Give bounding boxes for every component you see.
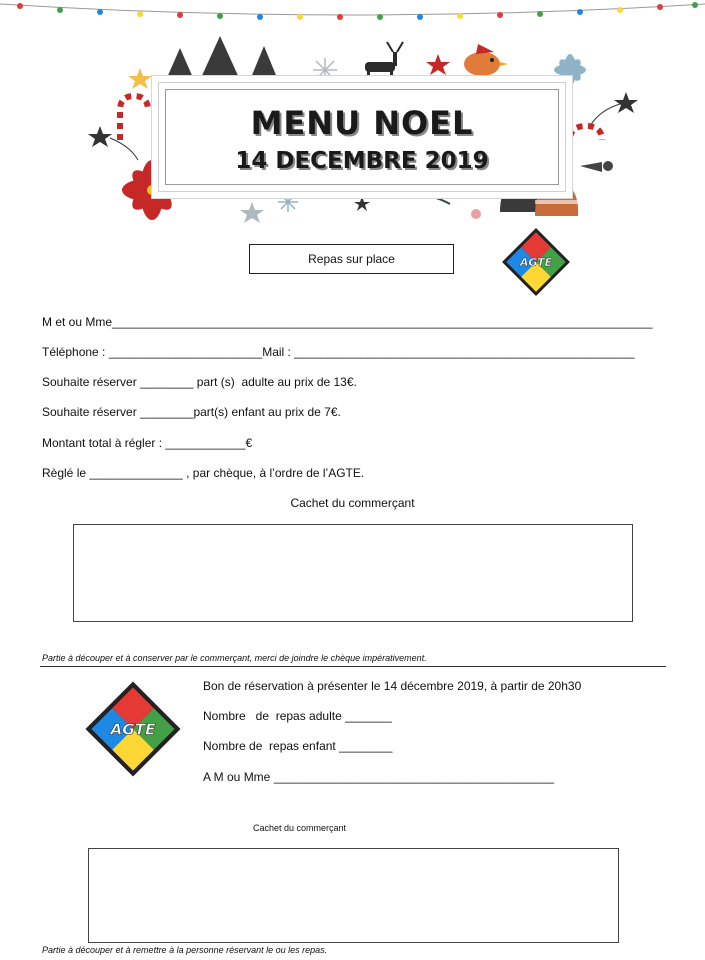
star-icon (354, 196, 370, 211)
garland-lights-icon (17, 2, 698, 20)
repas-sur-place-box: Repas sur place (249, 244, 454, 274)
voucher-child-field[interactable]: Nombre de repas enfant ________ (203, 739, 393, 753)
bird-icon (464, 44, 508, 76)
logo-text: AGTE (519, 256, 553, 269)
name-field[interactable]: M et ou Mme_________________________________________________________________________________ (42, 315, 653, 329)
candy-cane-icon (120, 96, 148, 140)
voucher-name-field[interactable]: A M ou Mme __________________________________________ (203, 770, 554, 784)
snowflake-icon (278, 192, 298, 212)
fir-tree-icon (166, 36, 278, 86)
snowflake-icon (313, 58, 337, 82)
cachet-label-2: Cachet du commerçant (253, 823, 347, 833)
menu-date: 14 DECEMBRE 2019 (235, 148, 489, 174)
voucher-title: Bon de réservation à présenter le 14 décembre 2019, à partir de 20h30 (203, 679, 582, 693)
phone-mail-field[interactable]: Téléphone : _______________________Mail : ___________________________________________________ (42, 345, 635, 359)
voucher-adult-field[interactable]: Nombre de repas adulte _______ (203, 709, 392, 723)
cut-note: Partie à découper et à conserver par le commerçant, merci de joindre le chèque impérativement. (42, 653, 427, 663)
adult-portions-field[interactable]: Souhaite réserver ________ part (s) adulte au prix de 13€. (42, 375, 357, 389)
payment-date-field[interactable]: Règlé le ______________ , par chèque, à l’ordre de l’AGTE. (42, 466, 365, 480)
shooting-star-icon (88, 126, 138, 160)
ornament-icon (471, 209, 481, 219)
star-icon (128, 68, 152, 89)
reindeer-icon (365, 42, 403, 84)
logo-text: AGTE (110, 720, 156, 739)
star-icon (426, 54, 450, 75)
child-portions-field[interactable]: Souhaite réserver ________part(s) enfant au prix de 7€. (42, 405, 341, 419)
agte-logo (84, 680, 182, 778)
cut-line (40, 666, 666, 667)
shooting-star-icon (590, 92, 638, 126)
cut-note-2: Partie à découper et à remettre à la personne réservant le ou les repas. (42, 945, 328, 955)
angel-icon (580, 161, 613, 172)
cachet-box (73, 524, 633, 622)
title-box (158, 82, 566, 192)
cachet-box-2 (88, 848, 619, 943)
branch-icon (398, 195, 450, 204)
total-amount-field[interactable]: Montant total à régler : ____________€ (42, 436, 253, 450)
garland-decoration (0, 0, 705, 30)
candy-cane-icon (570, 126, 602, 180)
menu-title: MENU NOEL (250, 104, 474, 142)
agte-logo (501, 227, 571, 297)
cachet-label: Cachet du commerçant (290, 496, 415, 510)
star-icon (240, 202, 264, 223)
